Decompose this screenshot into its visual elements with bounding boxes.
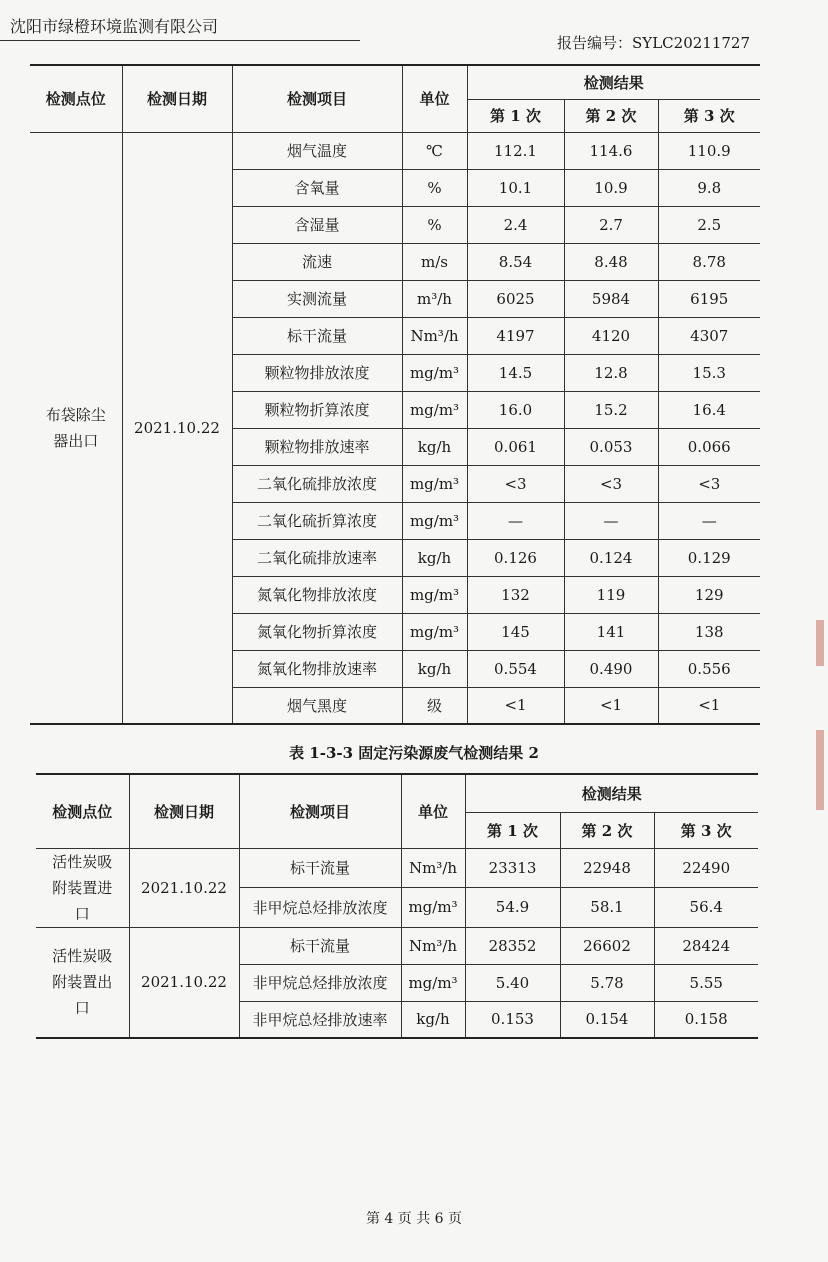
table-row xyxy=(36,927,758,964)
value-cell: 28352 xyxy=(465,927,560,964)
value-cell: 0.153 xyxy=(465,1001,560,1038)
unit-cell: mg/m³ xyxy=(402,465,467,502)
item-cell: 颗粒物折算浓度 xyxy=(232,391,402,428)
seal-stamp-fragment xyxy=(816,730,824,810)
unit-cell: mg/m³ xyxy=(402,502,467,539)
header-run-3: 第 3 次 xyxy=(658,99,760,132)
value-cell: 114.6 xyxy=(564,132,658,169)
unit-cell: Nm³/h xyxy=(401,848,465,888)
value-cell: 5.40 xyxy=(465,964,560,1001)
value-cell: 16.4 xyxy=(658,391,760,428)
value-cell: 22490 xyxy=(654,848,758,888)
header-result: 检测结果 xyxy=(465,774,758,812)
value-cell: 110.9 xyxy=(658,132,760,169)
value-cell: 129 xyxy=(658,576,760,613)
value-cell: 15.2 xyxy=(564,391,658,428)
value-cell: 10.1 xyxy=(467,169,564,206)
value-cell: <3 xyxy=(467,465,564,502)
value-cell: 4307 xyxy=(658,317,760,354)
value-cell: 58.1 xyxy=(560,888,654,928)
item-cell: 颗粒物排放速率 xyxy=(232,428,402,465)
unit-cell: 级 xyxy=(402,687,467,724)
unit-cell: kg/h xyxy=(402,650,467,687)
unit-cell: mg/m³ xyxy=(401,964,465,1001)
value-cell: 0.126 xyxy=(467,539,564,576)
item-cell: 含湿量 xyxy=(232,206,402,243)
unit-cell: mg/m³ xyxy=(402,354,467,391)
item-cell: 标干流量 xyxy=(239,927,401,964)
item-cell: 非甲烷总烃排放浓度 xyxy=(239,964,401,1001)
item-cell: 氮氧化物排放浓度 xyxy=(232,576,402,613)
date-cell: 2021.10.22 xyxy=(122,132,232,724)
value-cell: 5.78 xyxy=(560,964,654,1001)
value-cell: 56.4 xyxy=(654,888,758,928)
value-cell: <1 xyxy=(467,687,564,724)
table1-body xyxy=(30,132,760,724)
value-cell: 2.4 xyxy=(467,206,564,243)
value-cell: 0.066 xyxy=(658,428,760,465)
item-cell: 实测流量 xyxy=(232,280,402,317)
unit-cell: mg/m³ xyxy=(402,576,467,613)
unit-cell: kg/h xyxy=(402,539,467,576)
value-cell: 16.0 xyxy=(467,391,564,428)
unit-cell: Nm³/h xyxy=(401,927,465,964)
unit-cell: m³/h xyxy=(402,280,467,317)
item-cell: 烟气温度 xyxy=(232,132,402,169)
seal-stamp-fragment xyxy=(816,620,824,666)
value-cell: 0.158 xyxy=(654,1001,758,1038)
unit-cell: ℃ xyxy=(402,132,467,169)
unit-cell: kg/h xyxy=(401,1001,465,1038)
table2-caption: 表 1-3-3 固定污染源废气检测结果 2 xyxy=(289,744,539,762)
item-cell: 标干流量 xyxy=(232,317,402,354)
value-cell: 26602 xyxy=(560,927,654,964)
value-cell: 119 xyxy=(564,576,658,613)
value-cell: 4197 xyxy=(467,317,564,354)
unit-cell: % xyxy=(402,206,467,243)
results-table-1 xyxy=(30,64,760,725)
value-cell: 0.154 xyxy=(560,1001,654,1038)
value-cell: <3 xyxy=(658,465,760,502)
header-date: 检测日期 xyxy=(122,65,232,132)
value-cell: 145 xyxy=(467,613,564,650)
unit-cell: % xyxy=(402,169,467,206)
value-cell: 15.3 xyxy=(658,354,760,391)
value-cell: 6025 xyxy=(467,280,564,317)
value-cell: <1 xyxy=(658,687,760,724)
report-number: 报告编号：SYLC20211727 xyxy=(557,34,750,52)
point-cell: 活性炭吸附装置出口 xyxy=(36,927,129,1038)
item-cell: 含氧量 xyxy=(232,169,402,206)
page-footer: 第 4 页 共 6 页 xyxy=(365,1211,463,1227)
value-cell: 28424 xyxy=(654,927,758,964)
value-cell: 2.7 xyxy=(564,206,658,243)
value-cell: <1 xyxy=(564,687,658,724)
value-cell: 5984 xyxy=(564,280,658,317)
value-cell: 0.124 xyxy=(564,539,658,576)
item-cell: 非甲烷总烃排放速率 xyxy=(239,1001,401,1038)
value-cell: 9.8 xyxy=(658,169,760,206)
date-cell: 2021.10.22 xyxy=(129,848,239,927)
value-cell: 8.78 xyxy=(658,243,760,280)
date-cell: 2021.10.22 xyxy=(129,927,239,1038)
header-date: 检测日期 xyxy=(129,774,239,848)
value-cell: 6195 xyxy=(658,280,760,317)
unit-cell: mg/m³ xyxy=(402,613,467,650)
value-cell: 132 xyxy=(467,576,564,613)
value-cell: 23313 xyxy=(465,848,560,888)
item-cell: 非甲烷总烃排放浓度 xyxy=(239,888,401,928)
header-result: 检测结果 xyxy=(467,65,760,99)
value-cell: 10.9 xyxy=(564,169,658,206)
unit-cell: m/s xyxy=(402,243,467,280)
value-cell: 0.554 xyxy=(467,650,564,687)
table-row xyxy=(36,848,758,888)
header-run-1: 第 1 次 xyxy=(467,99,564,132)
value-cell: 14.5 xyxy=(467,354,564,391)
value-cell: 2.5 xyxy=(658,206,760,243)
value-cell: 112.1 xyxy=(467,132,564,169)
item-cell: 流速 xyxy=(232,243,402,280)
value-cell: 0.129 xyxy=(658,539,760,576)
value-cell: <3 xyxy=(564,465,658,502)
point-cell: 活性炭吸附装置进口 xyxy=(36,848,129,927)
value-cell: 138 xyxy=(658,613,760,650)
header-point: 检测点位 xyxy=(30,65,122,132)
header-item: 检测项目 xyxy=(239,774,401,848)
item-cell: 烟气黑度 xyxy=(232,687,402,724)
value-cell: 0.053 xyxy=(564,428,658,465)
point-cell: 布袋除尘器出口 xyxy=(30,132,122,724)
value-cell: 22948 xyxy=(560,848,654,888)
header-run-1: 第 1 次 xyxy=(465,812,560,848)
item-cell: 氮氧化物排放速率 xyxy=(232,650,402,687)
table2-body xyxy=(36,848,758,1038)
company-name: 沈阳市绿橙环境监测有限公司 xyxy=(10,17,219,36)
header-rule xyxy=(0,40,360,41)
value-cell: — xyxy=(658,502,760,539)
item-cell: 二氧化硫排放浓度 xyxy=(232,465,402,502)
value-cell: 141 xyxy=(564,613,658,650)
value-cell: 0.490 xyxy=(564,650,658,687)
item-cell: 二氧化硫折算浓度 xyxy=(232,502,402,539)
unit-cell: kg/h xyxy=(402,428,467,465)
header-item: 检测项目 xyxy=(232,65,402,132)
value-cell: 54.9 xyxy=(465,888,560,928)
header-run-2: 第 2 次 xyxy=(560,812,654,848)
value-cell: 8.54 xyxy=(467,243,564,280)
unit-cell: mg/m³ xyxy=(401,888,465,928)
item-cell: 二氧化硫排放速率 xyxy=(232,539,402,576)
header-run-2: 第 2 次 xyxy=(564,99,658,132)
unit-cell: Nm³/h xyxy=(402,317,467,354)
value-cell: 0.556 xyxy=(658,650,760,687)
value-cell: 12.8 xyxy=(564,354,658,391)
value-cell: — xyxy=(467,502,564,539)
unit-cell: mg/m³ xyxy=(402,391,467,428)
header-run-3: 第 3 次 xyxy=(654,812,758,848)
header-point: 检测点位 xyxy=(36,774,129,848)
value-cell: 4120 xyxy=(564,317,658,354)
value-cell: 5.55 xyxy=(654,964,758,1001)
header-unit: 单位 xyxy=(401,774,465,848)
value-cell: 8.48 xyxy=(564,243,658,280)
table-row xyxy=(30,132,760,169)
item-cell: 颗粒物排放浓度 xyxy=(232,354,402,391)
results-table-2 xyxy=(36,773,758,1039)
item-cell: 氮氧化物折算浓度 xyxy=(232,613,402,650)
value-cell: — xyxy=(564,502,658,539)
header-unit: 单位 xyxy=(402,65,467,132)
item-cell: 标干流量 xyxy=(239,848,401,888)
value-cell: 0.061 xyxy=(467,428,564,465)
